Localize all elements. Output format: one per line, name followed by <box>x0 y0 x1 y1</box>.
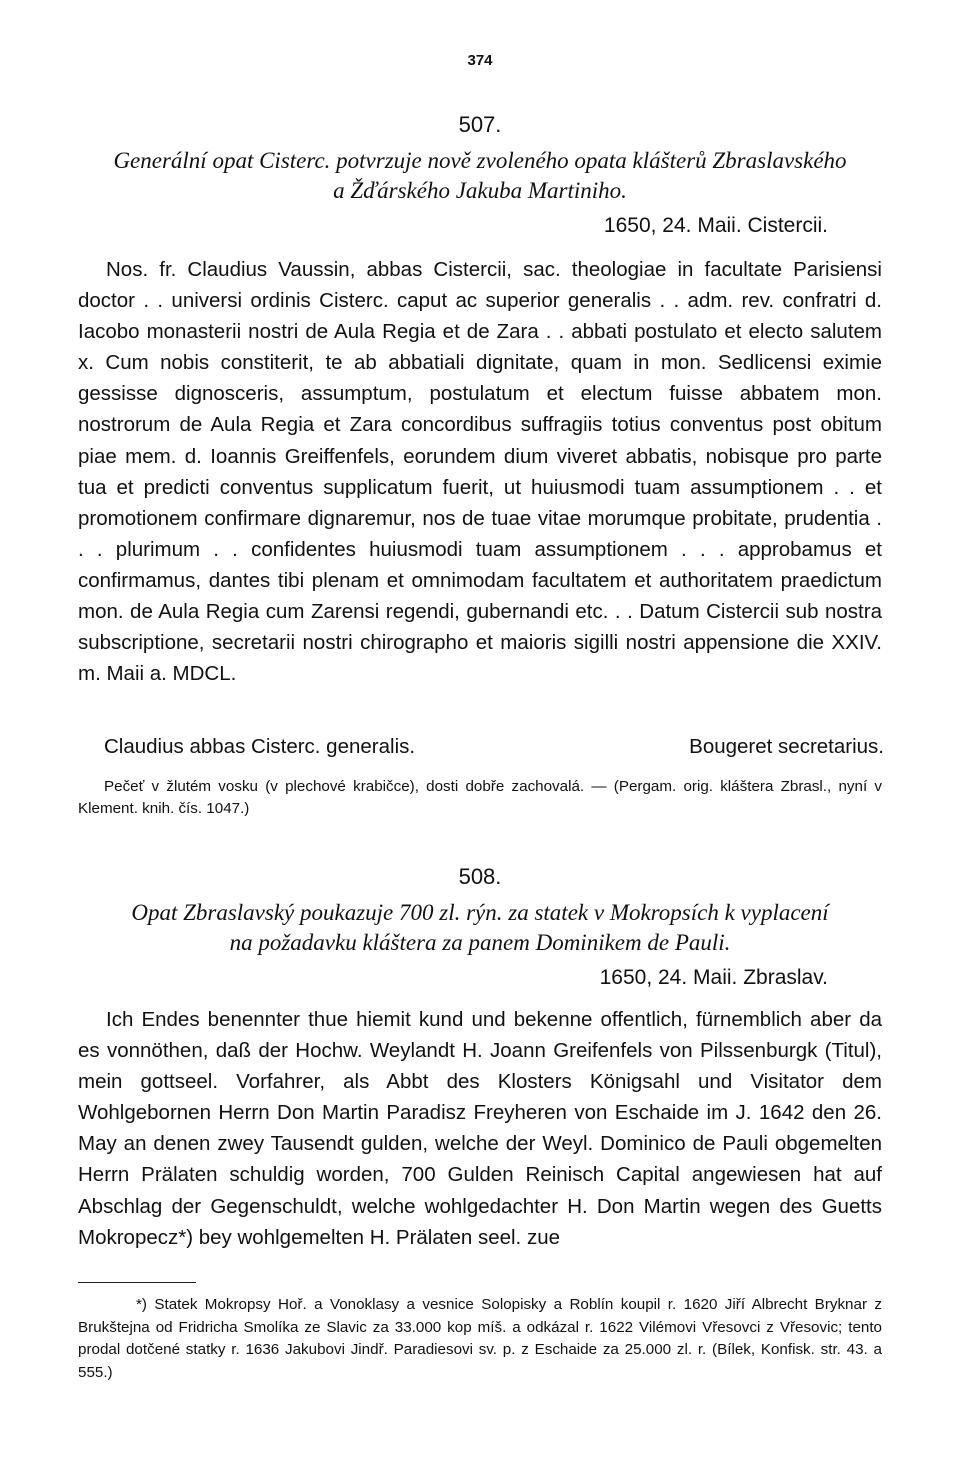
dateline-508: 1650, 24. Maii. Zbraslav. <box>599 966 828 989</box>
body-paragraph: Nos. fr. Claudius Vaussin, abbas Cistercii, sac. theologiae in facultate Parisiensi doctor . . universi ordinis Cisterc. caput ac superior generalis . . adm. rev. confratri d. Iacobo monasterii nostri de Aula Regia et de Zara . . abbati postulato et electo salutem x. Cum nobis constiterit, te ab abbatiali dignitate, quam in mon. Sedlicensi eximie gessisse dignosceris, assumptum, postulatum et electum fuisse abbatem mon. nostrorum de Aula Regia et Zara concordibus suffragiis totius conventus post obitum piae mem. d. Ioannis Greiffenfels, eorundem dium viveret abbatis, nobisque pro parte tua et predicti conventus supplicatum fuerit, ut huiusmodi tuam assumptionem . . et promotionem confirmare dignaremur, nos de tuae vitae morumque probitate, prudentia . . . plurimum . . confidentes huiusmodi tuam assumptionem . . . approbamus et confirmamus, dantes tibi plenam et omnimodam facultatem et authoritatem praedictum mon. de Aula Regia cum Zarensi regendi, gubernandi etc. . . Datum Cistercii sub nostra subscriptione, secretarii nostri chirographo et maioris sigilli nostri appensione die XXIV. m. Maii a. MDCL. <box>78 258 882 686</box>
heading-line: na požadavku kláštera za panem Dominikem de Pauli. <box>229 930 731 955</box>
entry-number-507: 507. <box>458 112 502 137</box>
entry-body-507 <box>78 254 882 689</box>
entry-heading-508 <box>70 898 890 958</box>
footnote <box>78 1294 882 1384</box>
footnote-text: *) Statek Mokropsy Hoř. a Vonoklasy a vesnice Solopisky a Roblín koupil r. 1620 Jiří Albrecht Bryknar z Brukštejna od Fridricha Smolíka ze Slavic za 33.000 kop míš. a odkázal r. 1622 Vilémovi Vřesovci z Vřesovic; tento prodal dotčené statky r. 1636 Jakubovi Jindř. Paradiesovi sv. p. z Eschaide za 25.000 zl. r. (Bílek, Konfisk. str. 43. a 555.) <box>78 1296 882 1381</box>
footnote-divider <box>78 1282 196 1283</box>
body-paragraph: Ich Endes benennter thue hiemit kund und bekenne offentlich, fürnemblich aber da es vonnöthen, daß der Hochw. Weylandt H. Joann Greifenfels von Pilssenburgk (Titul), mein gottseel. Vorfahrer, als Abbt des Klosters Königsahl und Visitator dem Wohlgebornen Herrn Don Martin Paradisz Freyheren von Eschaide im J. 1642 den 26. May an denen zwey Tausendt gulden, welche der Weyl. Dominico de Pauli obgemelten Herrn Prälaten schuldig worden, 700 Gulden Reinisch Capital angewiesen hat auf Abschlag der Gegenschuldt, welche wohlgedachter H. Don Martin wegen des Guetts Mokropecz*) bey wohlgemelten H. Prälaten seel. zue <box>78 1008 882 1249</box>
heading-line: Generální opat Cisterc. potvrzuje nově zvoleného opata klášterů Zbraslavského <box>113 148 847 173</box>
page-number: 374 <box>467 52 493 69</box>
signature-abbot: Claudius abbas Cisterc. generalis. <box>104 735 416 758</box>
signature-secretary: Bougeret secretarius. <box>689 735 884 758</box>
heading-line: a Žďárského Jakuba Martiniho. <box>333 178 627 203</box>
note-paragraph: Pečeť v žlutém vosku (v plechové krabičce), dosti dobře zachovalá. — (Pergam. orig. kláštera Zbrasl., nyní v Klement. knih. čís. 1047.) <box>78 778 882 817</box>
heading-line: Opat Zbraslavský poukazuje 700 zl. rýn. za statek v Mokropsích k vyplacení <box>131 900 829 925</box>
dateline-507: 1650, 24. Maii. Cistercii. <box>603 214 828 237</box>
archival-note-507 <box>78 776 882 820</box>
entry-body-508 <box>78 1004 882 1253</box>
entry-number-508: 508. <box>458 864 502 889</box>
entry-heading-507 <box>70 146 890 206</box>
signature-line-507 <box>104 735 884 759</box>
